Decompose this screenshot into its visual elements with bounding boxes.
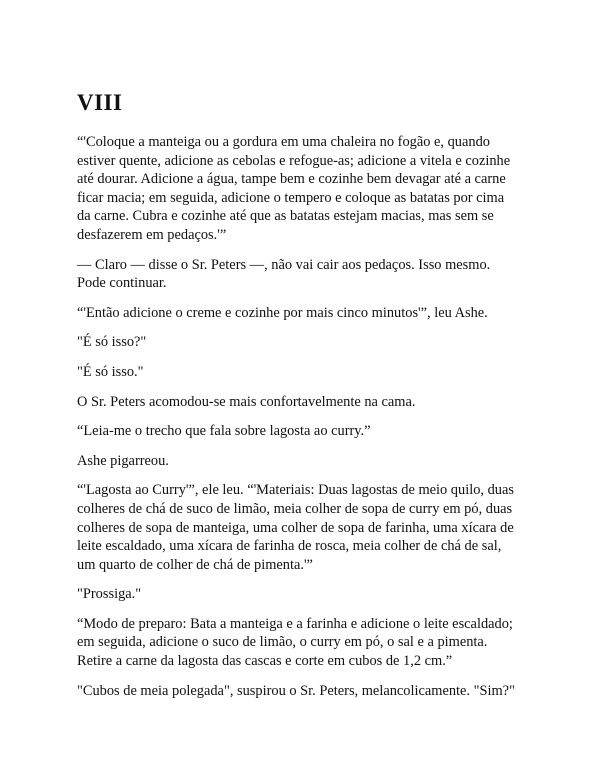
paragraph-proceed: "Prossiga." (77, 586, 142, 603)
paragraph-lobster-materials: “'Lagosta ao Curry'”, ele leu. “'Materiais: Duas lagostas de meio quilo, duas colheres de chá de suco de limão, meia colher de sopa de curry em pó, duas colheres de sopa de manteiga, uma colher de sopa de farinha, uma xícara de leite escaldado, uma xícara de farinha de rosca, meia colher de chá de sal, um quarto de colher de chá de pimenta.'” (77, 482, 514, 573)
paragraph-preparation: “Modo de preparo: Bata a manteiga e a farinha e adicione o leite escaldado; em seguida, adicione o suco de limão, o curry em pó, o sal e a pimenta. Retire a carne da lagosta das cascas e corte em cubos de 1,2 cm.” (77, 615, 513, 670)
paragraph-question: "É só isso?" (77, 334, 147, 351)
paragraph-peters-continue: — Claro — disse o Sr. Peters —, não vai cair aos pedaços. Isso mesmo. Pode continuar. (77, 256, 491, 292)
paragraph-answer: "É só isso." (77, 363, 144, 380)
paragraph-lobster-request: “Leia-me o trecho que fala sobre lagosta ao curry.” (77, 423, 371, 440)
paragraph-half-inch: "Cubos de meia polegada", suspirou o Sr. Peters, melancolicamente. "Sim?" (77, 682, 515, 699)
body-text (77, 133, 547, 711)
paragraph-recipe-stew: “'Coloque a manteiga ou a gordura em uma chaleira no fogão e, quando estiver quente, adicione as cebolas e refogue-as; adicione a vitela e cozinhe até dourar. Adicione a água, tampe bem e cozinhe bem devagar até a carne ficar macia; em seguida, adicione o tempero e coloque as batatas por cima da carne. Cubra e cozinhe até que as batatas estejam macias, mas sem se desfazerem em pedaços.'” (77, 134, 511, 243)
paragraph-cream: “'Então adicione o creme e cozinhe por mais cinco minutos'”, leu Ashe. (77, 304, 488, 321)
chapter-title: VIII (77, 90, 123, 115)
paragraph-peters-bed: O Sr. Peters acomodou-se mais confortavelmente na cama. (77, 393, 416, 410)
paragraph-ashe-clears-throat: Ashe pigarreou. (77, 452, 169, 469)
